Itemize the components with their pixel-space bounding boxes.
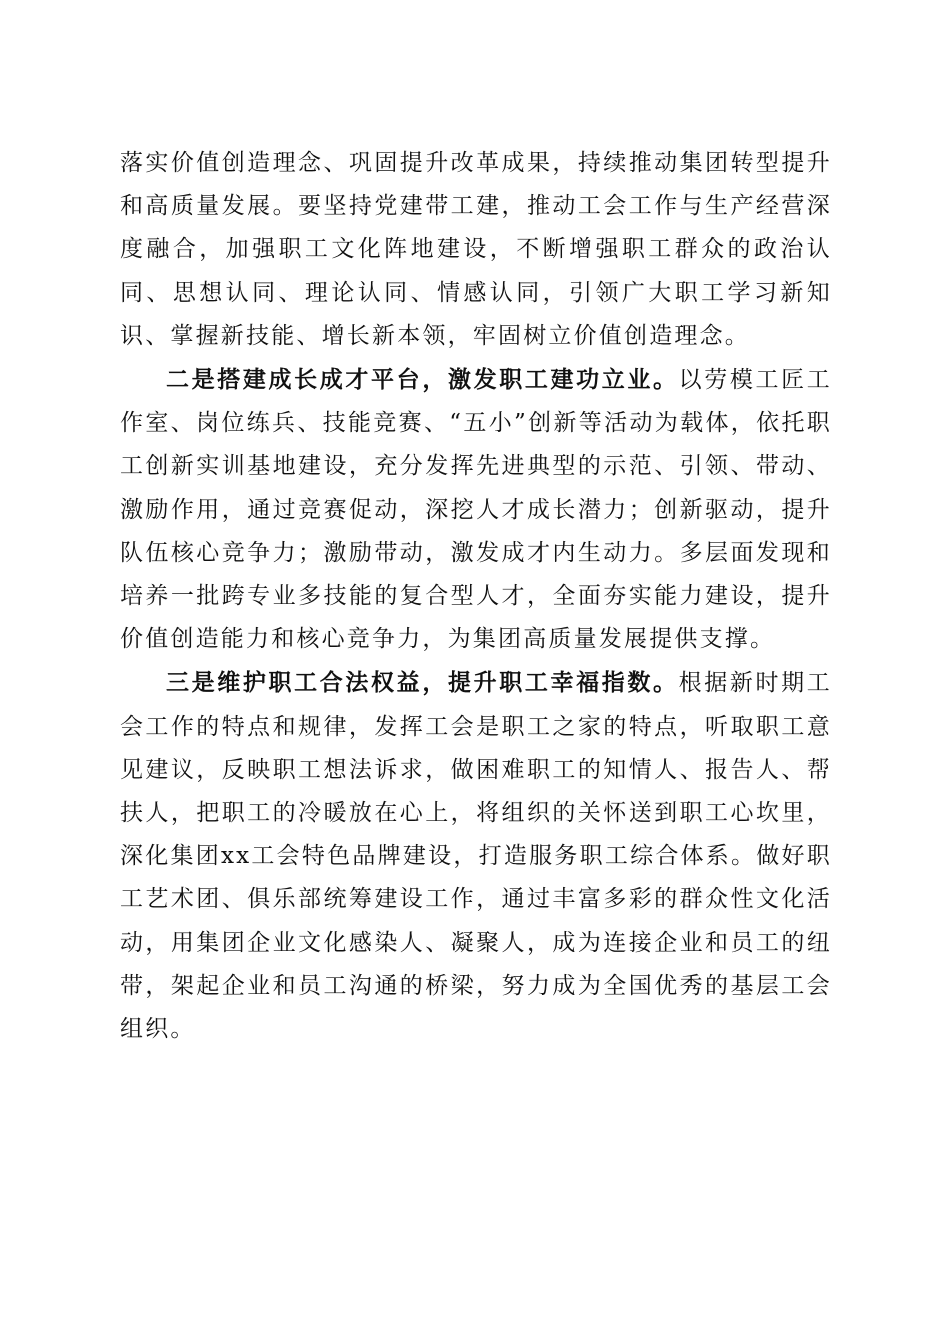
document-body <box>120 142 832 1051</box>
paragraph-2-lead: 二是搭建成长成才平台，激发职工建功立业。 <box>166 366 679 394</box>
paragraph-2-text: 以劳模工匠工作室、岗位练兵、技能竞赛、“五小”创新等活动为载体，依托职工创新实训基地建设，充分发挥先进典型的示范、引领、带动、激励作用，通过竞赛促动，深挖人才成长潜力；创新驱动，提升队伍核心竞争力；激励带动，激发成才内生动力。多层面发现和培养一批跨专业多技能的复合型人才，全面夯实能力建设，提升价值创造能力和核心竞争力，为集团高质量发展提供支撑。 <box>120 367 833 653</box>
paragraph-3 <box>120 661 832 1051</box>
paragraph-3-lead: 三是维护职工合法权益，提升职工幸福指数。 <box>166 669 679 697</box>
paragraph-1-text: 落实价值创造理念、巩固提升改革成果，持续推动集团转型提升和高质量发展。要坚持党建带工建，推动工会工作与生产经营深度融合，加强职工文化阵地建设，不断增强职工群众的政治认同、思想认同、理论认同、情感认同，引领广大职工学习新知识、掌握新技能、增长新本领，牢固树立价值创造理念。 <box>120 150 832 349</box>
paragraph-2 <box>120 358 832 661</box>
paragraph-1 <box>120 142 832 358</box>
paragraph-3-text: 根据新时期工会工作的特点和规律，发挥工会是职工之家的特点，听取职工意见建议，反映职工想法诉求，做困难职工的知情人、报告人、帮扶人，把职工的冷暖放在心上，将组织的关怀送到职工心坎里，深化集团xx工会特色品牌建设，打造服务职工综合体系。做好职工艺术团、俱乐部统筹建设工作，通过丰富多彩的群众性文化活动，用集团企业文化感染人、凝聚人，成为连接企业和员工的纽带，架起企业和员工沟通的桥梁，努力成为全国优秀的基层工会组织。 <box>120 670 833 1043</box>
